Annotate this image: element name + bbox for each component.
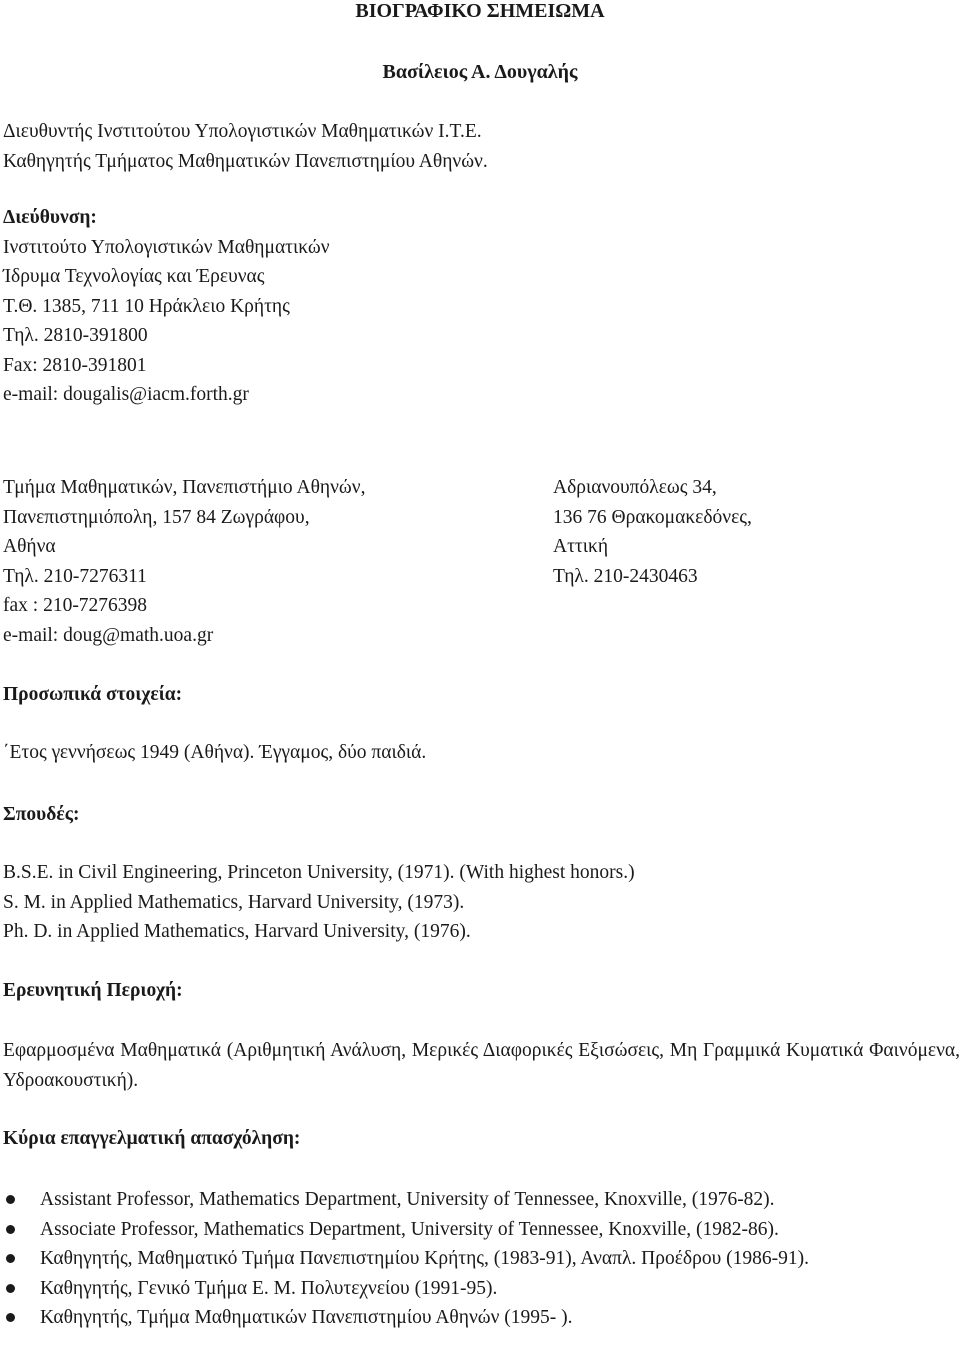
university-address-line: Τμήμα Μαθηματικών, Πανεπιστήμιο Αθηνών,	[3, 477, 366, 498]
home-address-line: 136 76 Θρακομακεδόνες,	[553, 506, 752, 528]
bullet-icon	[6, 1313, 15, 1322]
address-line: Τ.Θ. 1385, 711 10 Ηράκλειο Κρήτης	[3, 295, 290, 317]
university-fax: fax : 210-7276398	[3, 595, 148, 616]
employment-item-text: Assistant Professor, Mathematics Department, University of Tennessee, Knoxville, (1976-82).	[40, 1189, 775, 1210]
university-address	[3, 473, 543, 650]
employment-heading: Κύρια επαγγελματική απασχόληση:	[3, 1128, 301, 1149]
intro-position-line: Καθηγητής Τμήματος Μαθηματικών Πανεπιστημίου Αθηνών.	[3, 150, 488, 172]
studies-section	[3, 800, 953, 830]
address-section	[3, 203, 953, 410]
personal-text-block	[3, 738, 953, 768]
degree-item: S. M. in Applied Mathematics, Harvard University, (1973).	[3, 891, 465, 913]
university-email: e-mail: doug@math.uoa.gr	[3, 624, 214, 646]
studies-heading: Σπουδές:	[3, 804, 80, 825]
address-line: Ίδρυμα Τεχνολογίας και Έρευνας	[3, 266, 265, 287]
employment-list	[3, 1185, 953, 1333]
employment-list-block	[3, 1185, 953, 1333]
person-name: Βασίλειος Α. Δουγαλής	[382, 61, 578, 83]
employment-item	[3, 1215, 960, 1245]
research-text: Εφαρμοσμένα Μαθηματικά (Αριθμητική Ανάλυση, Μερικές Διαφορικές Εξισώσεις, Μη Γραμμικά Κυματικά Φαινόμενα, Υδροακουστική).	[3, 1040, 960, 1091]
address-line: Fax: 2810-391801	[3, 354, 147, 376]
home-address	[553, 473, 953, 591]
employment-section	[3, 1124, 953, 1154]
bullet-icon	[6, 1195, 15, 1204]
home-phone: Τηλ. 210-2430463	[553, 565, 698, 587]
research-section	[3, 976, 953, 1006]
personal-section	[3, 680, 953, 710]
university-address-line: Πανεπιστημιόπολη, 157 84 Ζωγράφου,	[3, 506, 310, 528]
research-heading: Ερευνητική Περιοχή:	[3, 980, 183, 1001]
address-email: e-mail: dougalis@iacm.forth.gr	[3, 384, 249, 405]
intro-position-line: Διευθυντής Ινστιτούτου Υπολογιστικών Μαθηματικών Ι.Τ.Ε.	[3, 121, 482, 142]
employment-item	[3, 1185, 960, 1215]
personal-text: ΄Ετος γεννήσεως 1949 (Αθήνα). Έγγαμος, δύο παιδιά.	[3, 742, 427, 763]
employment-item	[3, 1244, 960, 1274]
employment-item-text: Καθηγητής, Μαθηματικό Τμήμα Πανεπιστημίου Κρήτης, (1983-91), Αναπλ. Προέδρου (1986-91).	[40, 1248, 809, 1269]
bullet-icon	[6, 1225, 15, 1234]
home-address-line: Αττική	[553, 536, 609, 557]
degree-item: Ph. D. in Applied Mathematics, Harvard University, (1976).	[3, 921, 471, 942]
employment-item	[3, 1303, 960, 1333]
personal-heading: Προσωπικά στοιχεία:	[3, 684, 183, 705]
document-title: ΒΙΟΓΡΑΦΙΚΟ ΣΗΜΕΙΩΜΑ	[355, 0, 605, 22]
employment-item-text: Καθηγητής, Γενικό Τμήμα Ε. Μ. Πολυτεχνείου (1991-95).	[40, 1277, 498, 1299]
address-line: Τηλ. 2810-391800	[3, 325, 148, 346]
studies-list	[3, 858, 953, 947]
address-line: Ινστιτούτο Υπολογιστικών Μαθηματικών	[3, 236, 330, 258]
employment-item-text: Καθηγητής, Τμήμα Μαθηματικών Πανεπιστημίου Αθηνών (1995- ).	[40, 1307, 573, 1328]
home-address-line: Αδριανουπόλεως 34,	[553, 477, 717, 498]
bullet-icon	[6, 1254, 15, 1263]
university-address-line: Αθήνα	[3, 536, 56, 557]
university-phone: Τηλ. 210-7276311	[3, 565, 147, 587]
intro-positions	[3, 117, 953, 176]
degree-item: B.S.E. in Civil Engineering, Princeton University, (1971). (With highest honors.)	[3, 862, 635, 883]
address-heading: Διεύθυνση:	[3, 207, 97, 228]
employment-item	[3, 1274, 960, 1304]
bullet-icon	[6, 1284, 15, 1293]
employment-item-text: Associate Professor, Mathematics Department, University of Tennessee, Knoxville, (1982-86).	[40, 1218, 779, 1240]
